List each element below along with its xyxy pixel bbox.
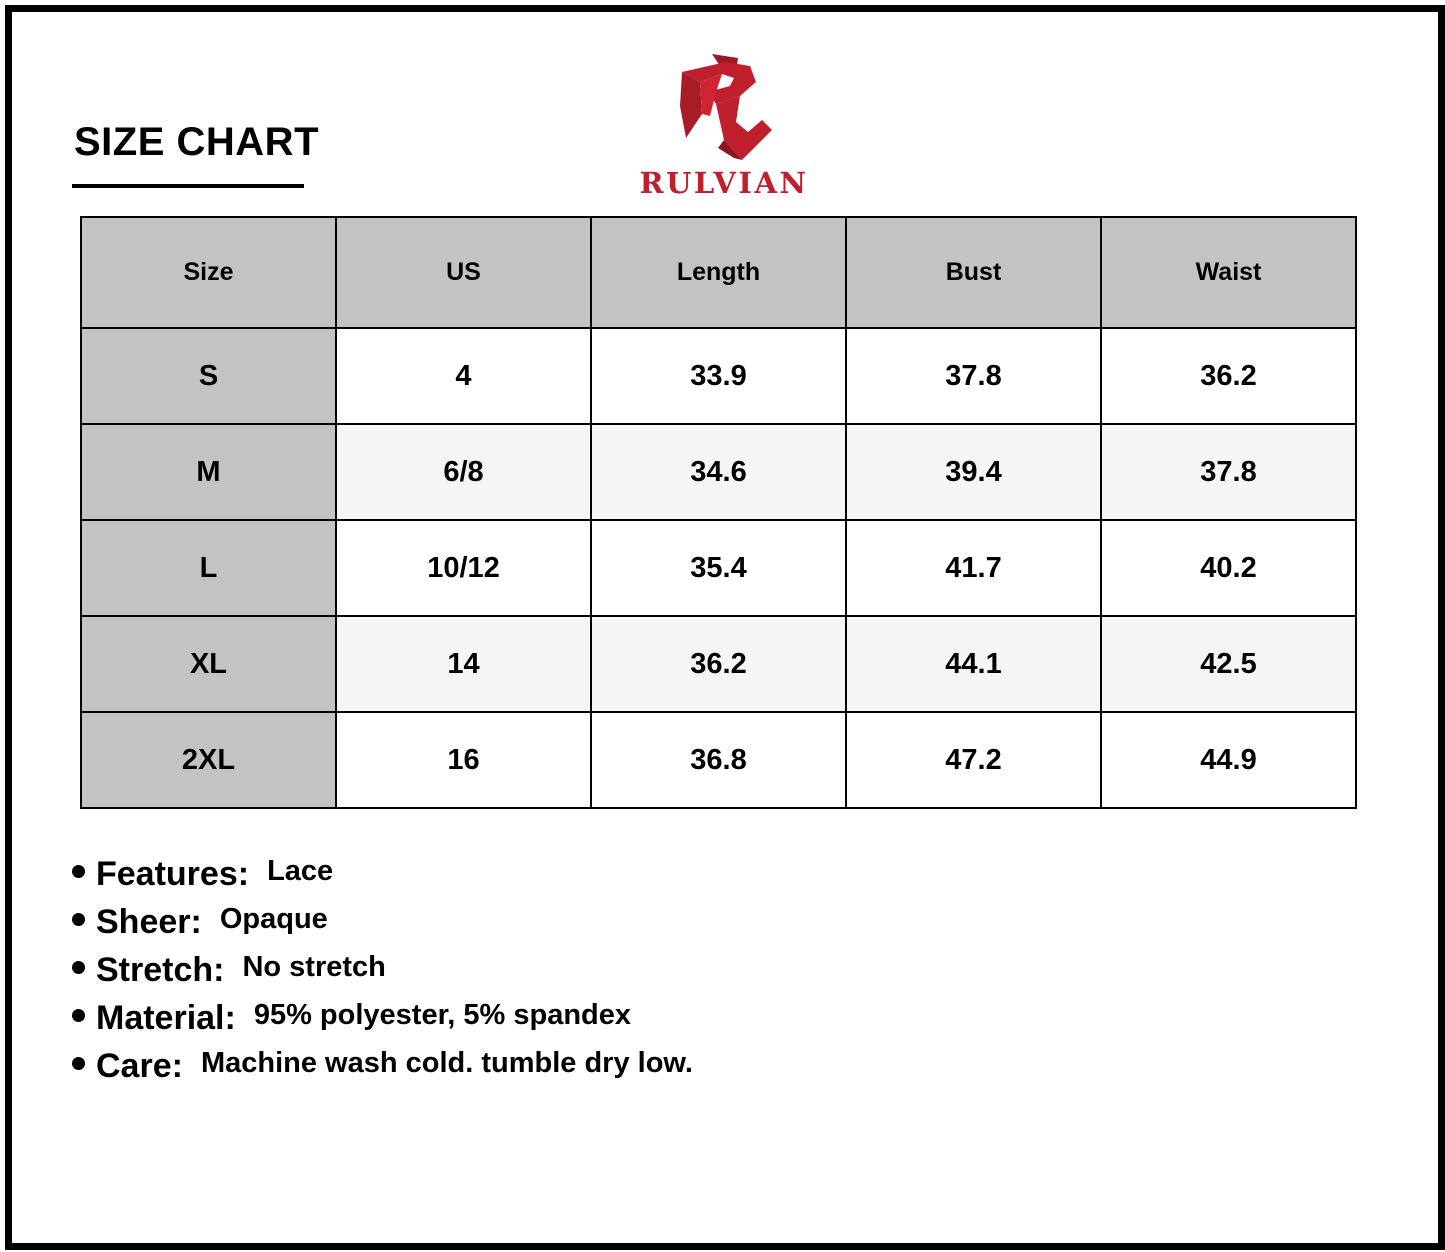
bust-cell: 39.4 [846,424,1101,520]
table-row [81,328,1356,424]
size-cell: M [81,424,336,520]
waist-cell: 37.8 [1101,424,1356,520]
table-row [81,616,1356,712]
feature-item-material [72,994,693,1042]
column-header-bust: Bust [846,217,1101,328]
bullet-icon [72,1057,85,1070]
feature-label: Stretch: [96,950,225,989]
feature-item-care [72,1042,693,1090]
bullet-icon [72,961,85,974]
length-cell: 33.9 [591,328,846,424]
feature-value: No stretch [242,950,386,983]
feature-item-features [72,850,693,898]
title-underline [72,184,304,188]
table-header-row [81,217,1356,328]
waist-cell: 40.2 [1101,520,1356,616]
length-cell: 36.2 [591,616,846,712]
size-cell: 2XL [81,712,336,808]
us-cell: 16 [336,712,591,808]
feature-value: 95% polyester, 5% spandex [253,998,632,1031]
feature-value: Machine wash cold. tumble dry low. [200,1046,693,1079]
product-features-list [72,850,693,1090]
feature-item-sheer [72,898,693,946]
waist-cell: 44.9 [1101,712,1356,808]
bullet-icon [72,865,85,878]
us-cell: 6/8 [336,424,591,520]
feature-label: Material: [96,998,236,1037]
table-row [81,520,1356,616]
bullet-icon [72,913,85,926]
us-cell: 10/12 [336,520,591,616]
feature-label: Features: [96,854,250,893]
page-title: SIZE CHART [74,120,319,164]
waist-cell: 42.5 [1101,616,1356,712]
size-cell: XL [81,616,336,712]
brand-name: RULVIAN [639,166,809,200]
feature-label: Sheer: [96,902,202,941]
us-cell: 14 [336,616,591,712]
feature-label: Care: [96,1046,183,1085]
size-chart-table [80,216,1357,809]
length-cell: 35.4 [591,520,846,616]
us-cell: 4 [336,328,591,424]
feature-item-stretch [72,946,693,994]
bust-cell: 37.8 [846,328,1101,424]
column-header-us: US [336,217,591,328]
bust-cell: 44.1 [846,616,1101,712]
waist-cell: 36.2 [1101,328,1356,424]
column-header-size: Size [81,217,336,328]
red-r-logo-icon [676,52,774,164]
length-cell: 36.8 [591,712,846,808]
feature-value: Lace [267,854,334,887]
bust-cell: 47.2 [846,712,1101,808]
table-row [81,424,1356,520]
column-header-waist: Waist [1101,217,1356,328]
size-cell: S [81,328,336,424]
table-row [81,712,1356,808]
bullet-icon [72,1009,85,1022]
bust-cell: 41.7 [846,520,1101,616]
column-header-length: Length [591,217,846,328]
length-cell: 34.6 [591,424,846,520]
feature-value: Opaque [219,902,328,935]
size-cell: L [81,520,336,616]
